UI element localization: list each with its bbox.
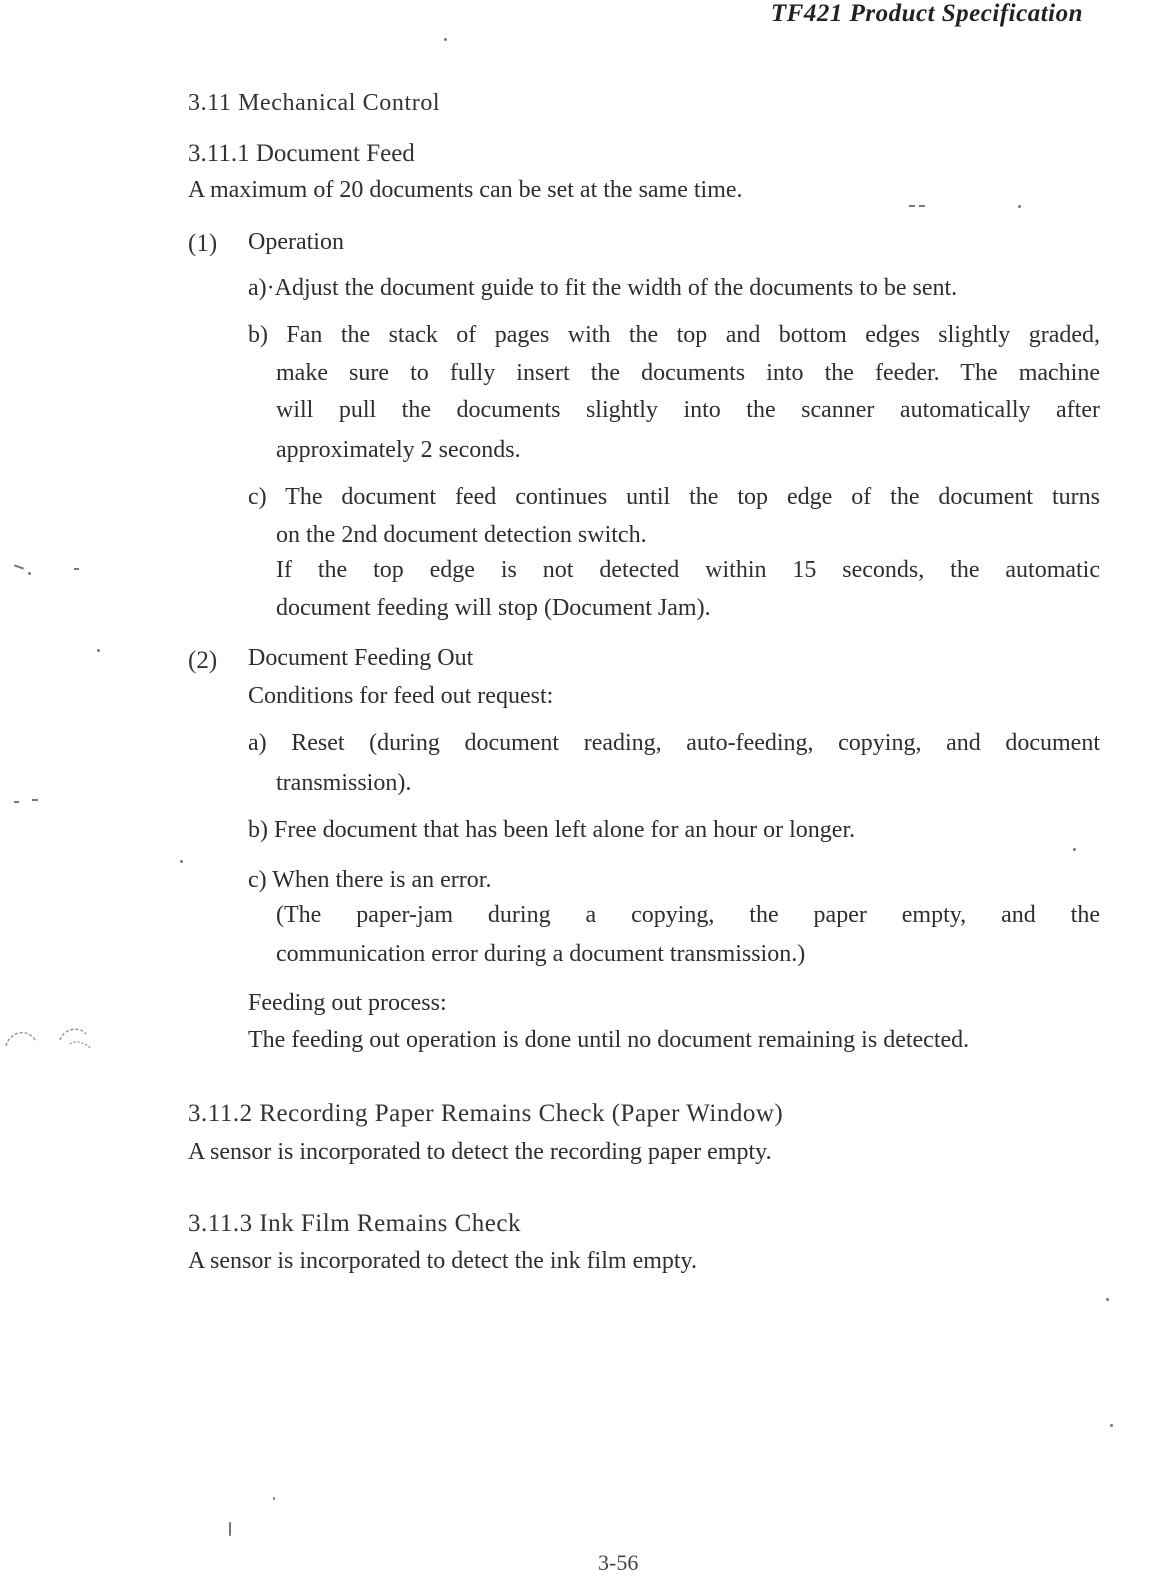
operation-item-c-line-2: on the 2nd document detection switch. — [276, 522, 647, 548]
operation-item-b-line-1: b) Fan the stack of pages with the top and bottom edges slightly graded, — [248, 322, 1100, 348]
operation-item-c-line-1: c) The document feed continues until the top edge of the document turns — [248, 484, 1100, 510]
scan-speck — [14, 801, 19, 803]
scan-speck — [1106, 1298, 1109, 1301]
subsection-heading-document-feed: 3.11.1 Document Feed — [188, 140, 415, 167]
punch-hole-marks — [0, 1016, 110, 1056]
page-header: TF421 Product Specification — [770, 0, 1083, 27]
ink-check-text: A sensor is incorporated to detect the ink film empty. — [188, 1248, 697, 1274]
subsection-heading-paper-check: 3.11.2 Recording Paper Remains Check (Paper Window) — [188, 1100, 784, 1127]
feed-out-process-text: The feeding out operation is done until no document remaining is detected. — [248, 1027, 970, 1053]
operation-item-b-line-2: make sure to fully insert the documents into the feeder. The machine — [276, 360, 1100, 386]
scan-speck — [1110, 1424, 1113, 1427]
scan-speck — [32, 799, 38, 801]
feed-out-item-c-line-3: communication error during a document transmission.) — [276, 941, 806, 967]
document-feed-intro: A maximum of 20 documents can be set at the same time. — [188, 177, 743, 203]
scan-speck — [229, 1522, 231, 1536]
scan-speck — [919, 205, 925, 207]
feed-out-item-a-line-1: a) Reset (during document reading, auto-feeding, copying, and document — [248, 730, 1100, 756]
scan-speck — [444, 38, 447, 41]
scan-speck — [97, 649, 100, 652]
feed-out-item-c-line-2: (The paper-jam during a copying, the paper empty, and the — [276, 902, 1100, 928]
operation-number: (1) — [188, 230, 218, 257]
operation-item-c-line-4: document feeding will stop (Document Jam). — [276, 595, 711, 621]
feed-out-conditions-label: Conditions for feed out request: — [248, 683, 554, 709]
operation-item-b-line-4: approximately 2 seconds. — [276, 437, 521, 463]
operation-item-b-line-3: will pull the documents slightly into the scanner automatically after — [276, 397, 1100, 423]
scan-speck — [909, 205, 915, 207]
feed-out-process-label: Feeding out process: — [248, 990, 447, 1016]
scan-speck — [273, 1497, 275, 1500]
operation-label: Operation — [248, 229, 344, 255]
feed-out-item-b: b) Free document that has been left alone for an hour or longer. — [248, 817, 856, 843]
paper-check-text: A sensor is incorporated to detect the recording paper empty. — [188, 1139, 772, 1165]
feed-out-label: Document Feeding Out — [248, 645, 474, 671]
scan-speck — [28, 572, 31, 575]
scan-speck — [1018, 205, 1021, 208]
feed-out-item-c-line-1: c) When there is an error. — [248, 867, 492, 893]
operation-item-c-line-3: If the top edge is not detected within 15 seconds, the automatic — [276, 557, 1100, 583]
section-title: 3.11 Mechanical Control — [188, 90, 441, 116]
subsection-heading-ink-check: 3.11.3 Ink Film Remains Check — [188, 1210, 521, 1237]
scan-speck — [1073, 848, 1076, 851]
scan-speck — [180, 860, 183, 863]
scan-speck — [74, 568, 79, 570]
feed-out-item-a-line-2: transmission). — [276, 770, 412, 796]
scan-speck — [14, 564, 24, 569]
operation-item-a: a)·Adjust the document guide to fit the width of the documents to be sent. — [248, 275, 958, 301]
feed-out-number: (2) — [188, 647, 218, 674]
page-number: 3-56 — [598, 1550, 639, 1575]
